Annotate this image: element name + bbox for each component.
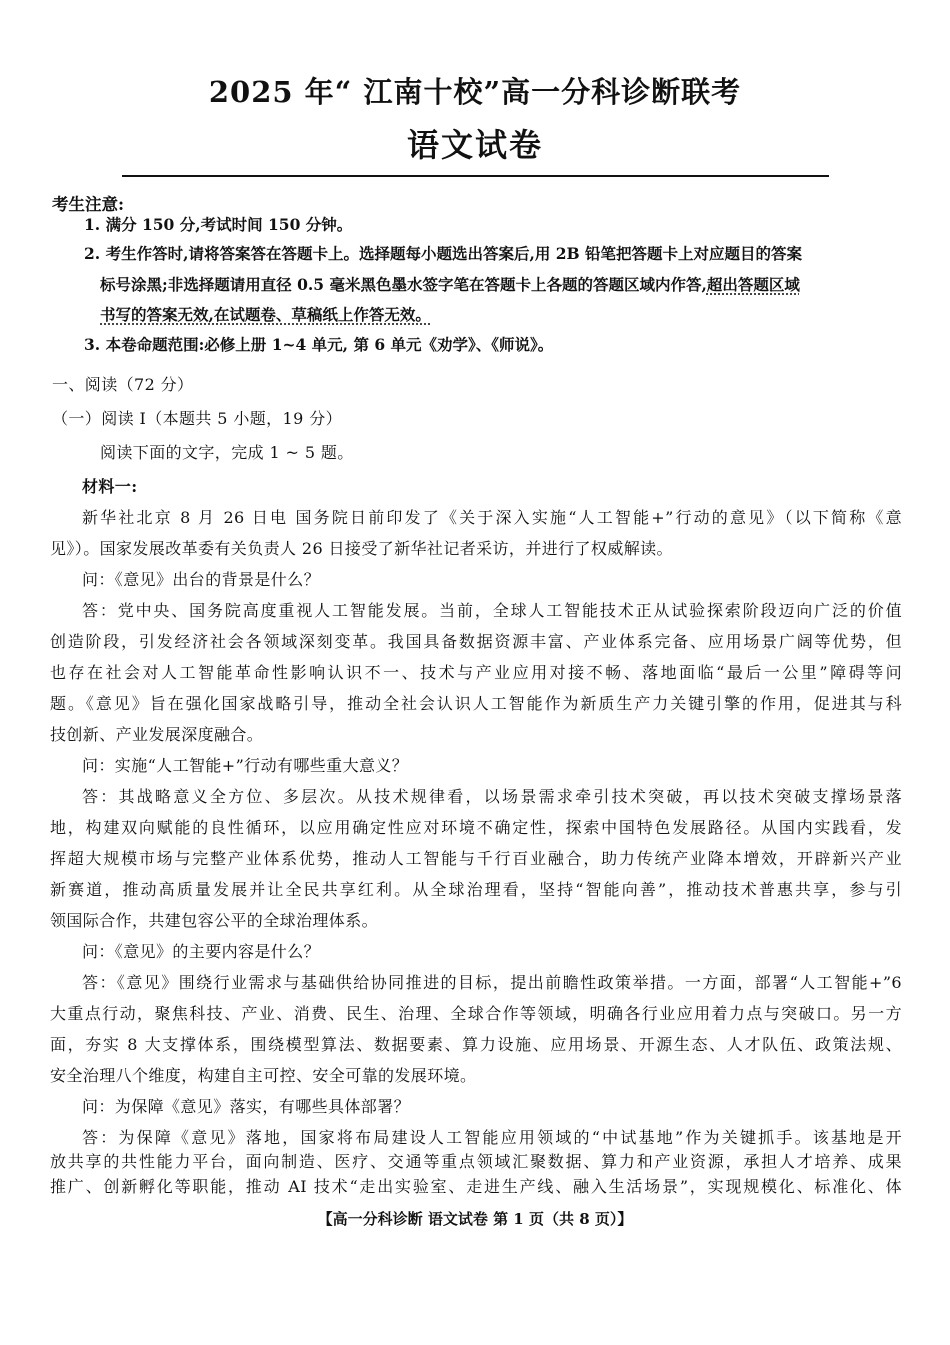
notice-item-1: 1. 满分 150 分,考试时间 150 分钟。: [84, 215, 353, 234]
notice-emphasis-1: 超出答题区域: [706, 275, 800, 294]
paragraph-line: 新华社北京 8 月 26 日电 国务院日前印发了《关于深入实施“人工智能+”行动的意见》（以下简称《意: [82, 508, 902, 527]
question-line: 问：《意见》出台的背景是什么？: [82, 570, 321, 589]
paragraph-line: 也存在社会对人工智能革命性影响认识不一、技术与产业应用对接不畅、落地面临“最后一公里”障碍等问: [50, 663, 902, 682]
question-line: 问：为保障《意见》落实，有哪些具体部署？: [82, 1097, 411, 1116]
title-divider: [122, 175, 829, 177]
notice-heading: 考生注意:: [52, 195, 125, 214]
paragraph-line: 技创新、产业发展深度融合。: [50, 725, 264, 744]
paragraph-line: 答：其战略意义全方位、多层次。从技术规律看，以场景需求牵引技术突破，再以技术突破支撑场景落: [82, 787, 902, 806]
paragraph-line: 题。《意见》旨在强化国家战略引导，推动全社会认识人工智能作为新质生产力关键引擎的作用，促进其与科: [50, 694, 902, 713]
paragraph-line: 答：为保障《意见》落地，国家将布局建设人工智能应用领域的“中试基地”作为关键抓手。该基地是开: [82, 1128, 902, 1147]
paragraph-line: 大重点行动，聚焦科技、产业、消费、民生、治理、全球合作等领域，明确各行业应用着力点与突破口。另一方: [50, 1004, 902, 1023]
paragraph-line: 新赛道，推动高质量发展并让全民共享红利。从全球治理看，坚持“智能向善”，推动技术普惠共享，参与引: [50, 880, 902, 899]
question-line: 问：《意见》的主要内容是什么？: [82, 942, 321, 961]
exam-subtitle: 语文试卷: [406, 126, 543, 164]
paragraph-line: 答：《意见》围绕行业需求与基础供给协同推进的目标，提出前瞻性政策举措。一方面，部署“人工智能+”6: [82, 973, 902, 992]
notice-item-2-line-2-text: 标号涂黑;非选择题请用直径 0.5 毫米黑色墨水签字笔在答题卡上各题的答题区域内作答,: [100, 275, 707, 294]
paragraph-line: 放共享的共性能力平台，面向制造、医疗、交通等重点领域汇聚数据、算力和产业资源，承担人才培养、成果: [50, 1152, 902, 1171]
notice-item-3: 3. 本卷命题范围:必修上册 1~4 单元, 第 6 单元《劝学》、《师说》。: [84, 335, 554, 354]
paragraph-line: 推广、创新孵化等职能，推动 AI 技术“走出实验室、走进生产线、融入生活场景”，实现规模化、标准化、体: [50, 1177, 902, 1196]
paragraph-line: 领国际合作，共建包容公平的全球治理体系。: [50, 911, 379, 930]
exam-title: 2025 年“ 江南十校”高一分科诊断联考: [208, 75, 742, 109]
notice-item-2-line-3: 书写的答案无效,在试题卷、草稿纸上作答无效。: [100, 305, 431, 324]
paragraph-line: 创造阶段，引发经济社会各领域深刻变革。我国具备数据资源丰富、产业体系完备、应用场景广阔等优势，但: [50, 632, 902, 651]
paragraph-line: 挥超大规模市场与完整产业体系优势，推动人工智能与千行百业融合，助力传统产业降本增效，开辟新兴产业: [50, 849, 902, 868]
question-line: 问：实施“人工智能+”行动有哪些重大意义？: [82, 756, 409, 775]
reading-instruction: 阅读下面的文字，完成 1 ~ 5 题。: [100, 443, 354, 462]
paragraph-line: 见》）。国家发展改革委有关负责人 26 日接受了新华社记者采访，并进行了权威解读。: [50, 539, 673, 558]
paragraph-line: 面，夯实 8 大支撑体系，围绕模型算法、数据要素、算力设施、应用场景、开源生态、人才队伍、政策法规、: [50, 1035, 902, 1054]
notice-item-2-line-1: 2. 考生作答时,请将答案答在答题卡上。选择题每小题选出答案后,用 2B 铅笔把答题卡上对应题目的答案: [84, 244, 803, 263]
paragraph-line: 安全治理八个维度，构建自主可控、安全可靠的发展环境。: [50, 1066, 477, 1085]
paragraph-line: 答：党中央、国务院高度重视人工智能发展。当前，全球人工智能技术正从试验探索阶段迈向广泛的价值: [82, 601, 902, 620]
material-label: 材料一:: [82, 477, 138, 496]
notice-item-2-line-2: [100, 270, 800, 300]
subsection-heading: （一）阅读 I（本题共 5 小题，19 分）: [52, 409, 343, 428]
page-footer: 【高一分科诊断 语文试卷 第 1 页（共 8 页）】: [317, 1210, 633, 1228]
section-heading: 一、阅读（72 分）: [52, 375, 194, 394]
paragraph-line: 地，构建双向赋能的良性循环，以应用确定性应对环境不确定性，探索中国特色发展路径。从国内实践看，发: [50, 818, 902, 837]
